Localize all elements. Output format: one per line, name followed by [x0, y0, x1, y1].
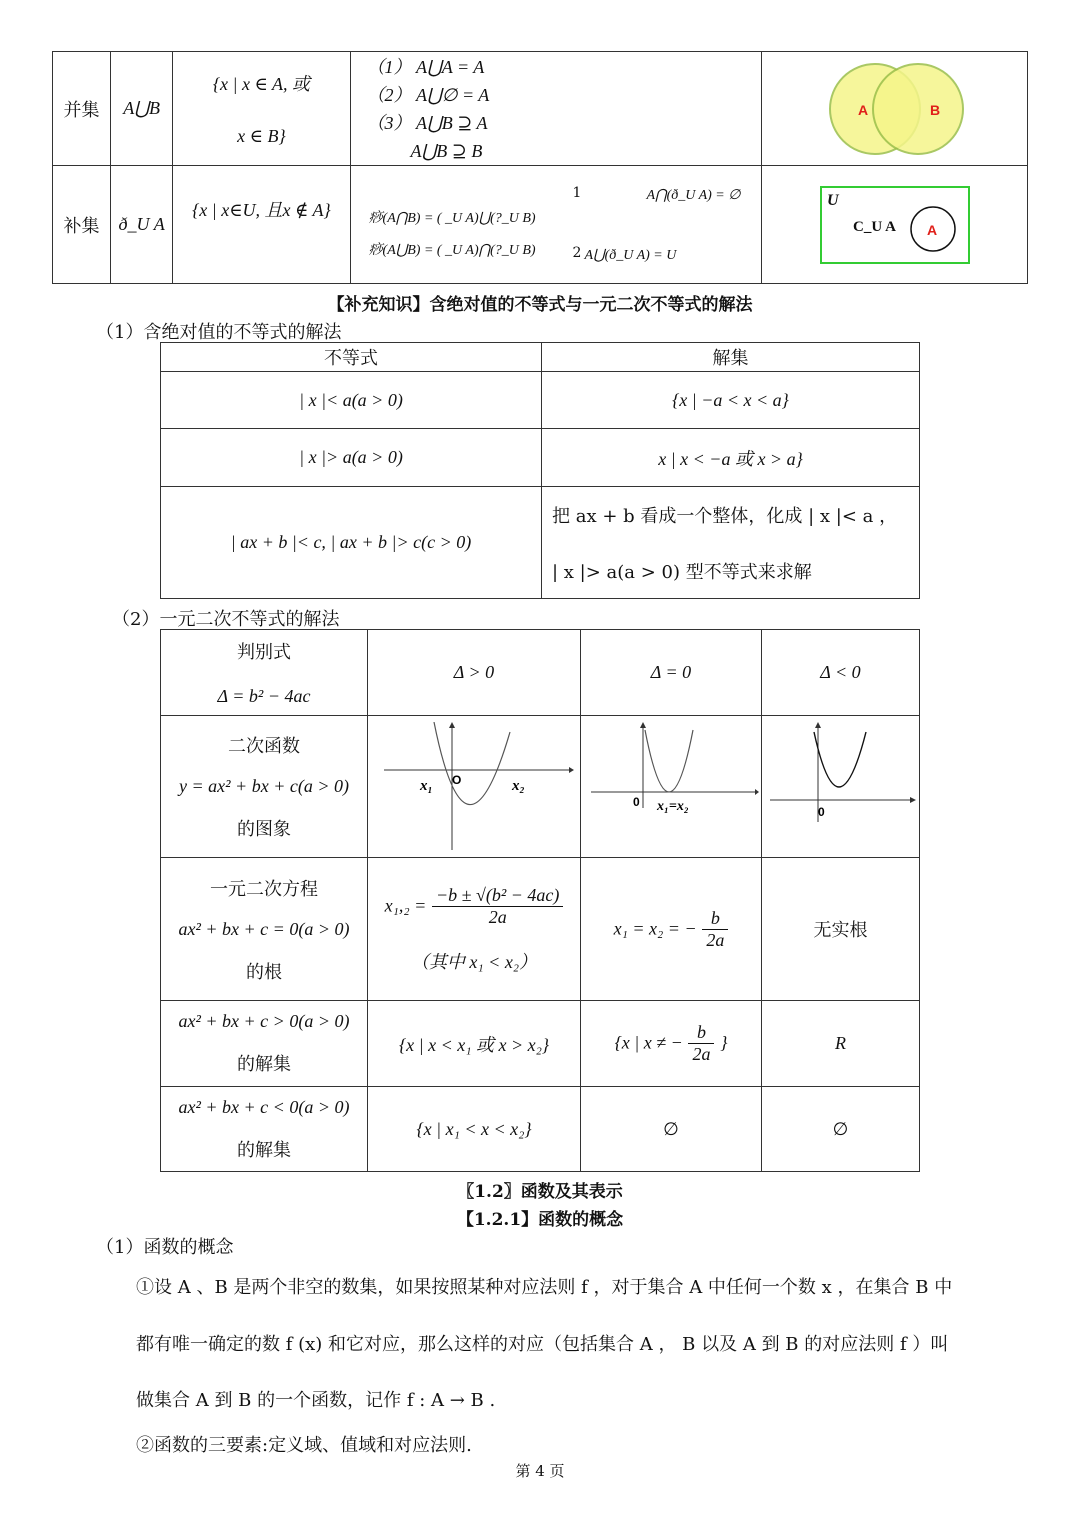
union-venn-diagram [820, 61, 970, 157]
abs-inequality-table [160, 342, 920, 599]
gt-two-roots: {x | x < x₁ 或 x > x₂} [368, 1001, 581, 1087]
graph-no-root [766, 722, 916, 852]
complement-prop-1: A⋂(ð_U A) = ∅ [646, 187, 741, 203]
func-paragraph-3: 做集合 A 到 B 的一个函数，记作 f : A → B . [136, 1390, 496, 1411]
graph1-origin-label: O [452, 772, 462, 787]
graph2-root-label: x₁=x₂ [657, 798, 689, 814]
graph-two-roots [374, 722, 574, 852]
union-def-line2: x ∈ B} [237, 126, 286, 146]
venn-label-a: A [857, 101, 868, 118]
roots-two-numerator: −b ± √(b² − 4ac) [432, 885, 563, 907]
supplement-heading: 【补充知识】含绝对值的不等式与一元二次不等式的解法 [327, 295, 753, 315]
complement-prop-1-num: 1 [572, 184, 582, 201]
complement-properties [350, 166, 762, 284]
roots-two-lhs: x₁,₂ = [384, 895, 427, 915]
heading-1-2-1: 【1.2.1】函数的概念 [456, 1210, 624, 1230]
abs-row3-sol-line1: 把 ax + b 看成一个整体，化成 | x |< a ， [552, 505, 898, 527]
quadratic-table [160, 629, 920, 1172]
roots-two-denominator: 2a [488, 906, 507, 927]
disc-label-2: Δ = b² − 4ac [217, 686, 311, 706]
abs-row1-inequality: | x |< a(a > 0) [161, 372, 542, 429]
union-name: 并集 [53, 52, 111, 166]
lt-one-root: ∅ [581, 1087, 762, 1172]
roots-label-1: 一元二次方程 [210, 878, 318, 900]
func-label-cell [161, 716, 368, 858]
abs-row1-solution: {x | −a < x < a} [542, 372, 920, 429]
union-prop-3: （3） A⋃B ⊇ A [366, 112, 488, 133]
complement-demorgan-1: 痧(A⋂B) = ( _U A)⋃(?_U B) [368, 210, 536, 226]
roots-none-cell: 无实根 [762, 858, 920, 1001]
func-paragraph-2: 都有唯一确定的数 f (x) 和它对应，那么这样的对应（包括集合 A ， B 以及 A 到 B 的对应法则 f ）叫 [136, 1334, 949, 1355]
func-concept-title: （1）函数的概念 [96, 1237, 234, 1258]
complement-diagram-cell [762, 166, 1028, 284]
complement-prop-2: A⋃(ð_U A) = U [584, 247, 677, 263]
func-paragraph-1: ①设 A 、B 是两个非空的数集，如果按照某种对应法则 f ，对于集合 A 中任何一个数 x ，在集合 B 中 [136, 1277, 953, 1298]
complement-name: 补集 [53, 166, 111, 284]
gt-one-root-denominator: 2a [692, 1044, 711, 1064]
abs-row3-solution [542, 487, 920, 599]
table-row [161, 716, 920, 858]
set-table [52, 51, 1028, 284]
complement-symbol: ð_U A [110, 166, 172, 284]
gt-label-cell [161, 1001, 368, 1087]
union-def-line1: {x | x ∈ A, 或 [212, 74, 310, 94]
gt-label-2: 的解集 [237, 1054, 291, 1075]
table-row [161, 1001, 920, 1087]
table-row [161, 858, 920, 1001]
complement-prop-2-num: 2 [572, 244, 582, 261]
lt-label-2: 的解集 [237, 1139, 291, 1161]
gt-one-root-lhs: {x | x ≠ − [614, 1032, 683, 1053]
graph1-x2-label: x₂ [512, 777, 525, 794]
abs-section-title: （1）含绝对值的不等式的解法 [96, 322, 342, 343]
parabola-two-roots [434, 722, 510, 805]
roots-two-cell [368, 858, 581, 1001]
lt-label-1: ax² + bx + c < 0(a > 0) [178, 1096, 350, 1117]
union-prop-1: （1） A⋃A = A [366, 56, 485, 77]
disc-label-cell [161, 630, 368, 716]
roots-label-cell [161, 858, 368, 1001]
table-row [161, 429, 920, 487]
union-venn-cell [762, 52, 1028, 166]
abs-row3-inequality: | ax + b |< c, | ax + b |> c(c > 0) [161, 487, 542, 599]
abs-row2-inequality: | x |> a(a > 0) [161, 429, 542, 487]
complement-definition: {x | x∈U, 且x ∉ A} [173, 166, 350, 284]
graph-one-root [583, 722, 759, 852]
abs-header-inequality: 不等式 [161, 343, 542, 372]
roots-two-note: （其中 x₁ < x₂） [410, 951, 538, 972]
complement-diagram [819, 185, 971, 265]
graph3-origin-label: 0 [817, 804, 825, 819]
graph-zero-cell [581, 716, 762, 858]
gt-no-root: R [762, 1001, 920, 1087]
union-symbol: A⋃B [110, 52, 172, 166]
parabola-no-root [814, 732, 866, 787]
graph1-x1-label: x₁ [420, 777, 433, 794]
roots-label-3: 的根 [246, 961, 282, 983]
graph2-origin-label: 0 [633, 794, 640, 809]
col-disc-negative: Δ < 0 [762, 630, 920, 716]
lt-two-roots: {x | x₁ < x < x₂} [368, 1087, 581, 1172]
page-footer: 第 4 页 [515, 1462, 565, 1480]
heading-1-2: 〖1.2〗函数及其表示 [457, 1182, 623, 1202]
table-row [161, 487, 920, 599]
func-label-3: 的图象 [237, 819, 291, 840]
union-properties [350, 52, 762, 166]
gt-label-1: ax² + bx + c > 0(a > 0) [178, 1011, 350, 1031]
roots-one-denominator: 2a [706, 929, 725, 950]
func-label-1: 二次函数 [228, 736, 300, 757]
lt-label-cell [161, 1087, 368, 1172]
abs-row3-sol-line2: | x |> a(a > 0) 型不等式来求解 [552, 561, 812, 583]
roots-one-lhs: x₁ = x₂ = − [613, 918, 697, 938]
gt-one-root-rhs: } [720, 1032, 728, 1053]
abs-header-solution: 解集 [542, 343, 920, 372]
universal-set-label: U [826, 191, 839, 209]
graph-positive-cell [368, 716, 581, 858]
graph-negative-cell [762, 716, 920, 858]
roots-one-numerator: b [702, 908, 728, 930]
gt-one-root-numerator: b [688, 1022, 714, 1044]
union-prop-4: A⋃B ⊇ B [410, 140, 483, 161]
roots-label-2: ax² + bx + c = 0(a > 0) [178, 918, 350, 939]
parabola-one-root [645, 730, 693, 792]
union-definition [173, 52, 350, 166]
col-disc-positive: Δ > 0 [368, 630, 581, 716]
table-row [161, 1087, 920, 1172]
gt-one-root-cell [581, 1001, 762, 1087]
disc-label-1: 判别式 [237, 642, 291, 663]
col-disc-zero: Δ = 0 [581, 630, 762, 716]
func-paragraph-4: ②函数的三要素:定义域、值域和对应法则. [136, 1435, 472, 1456]
abs-row2-solution: x | x < −a 或 x > a} [542, 429, 920, 487]
union-prop-2: （2） A⋃∅ = A [366, 84, 490, 105]
roots-one-cell [581, 858, 762, 1001]
complement-demorgan-2: 痧(A⋃B) = ( _U A)⋂(?_U B) [368, 242, 536, 258]
func-label-2: y = ax² + bx + c(a > 0) [179, 776, 349, 796]
complement-region-label: C_U A [852, 218, 896, 235]
venn-circle-b [873, 64, 963, 154]
quad-section-title: （2）一元二次不等式的解法 [112, 609, 340, 630]
lt-no-root: ∅ [762, 1087, 920, 1172]
table-row [161, 372, 920, 429]
venn-label-b: B [929, 101, 940, 118]
set-a-label: A [926, 221, 937, 238]
